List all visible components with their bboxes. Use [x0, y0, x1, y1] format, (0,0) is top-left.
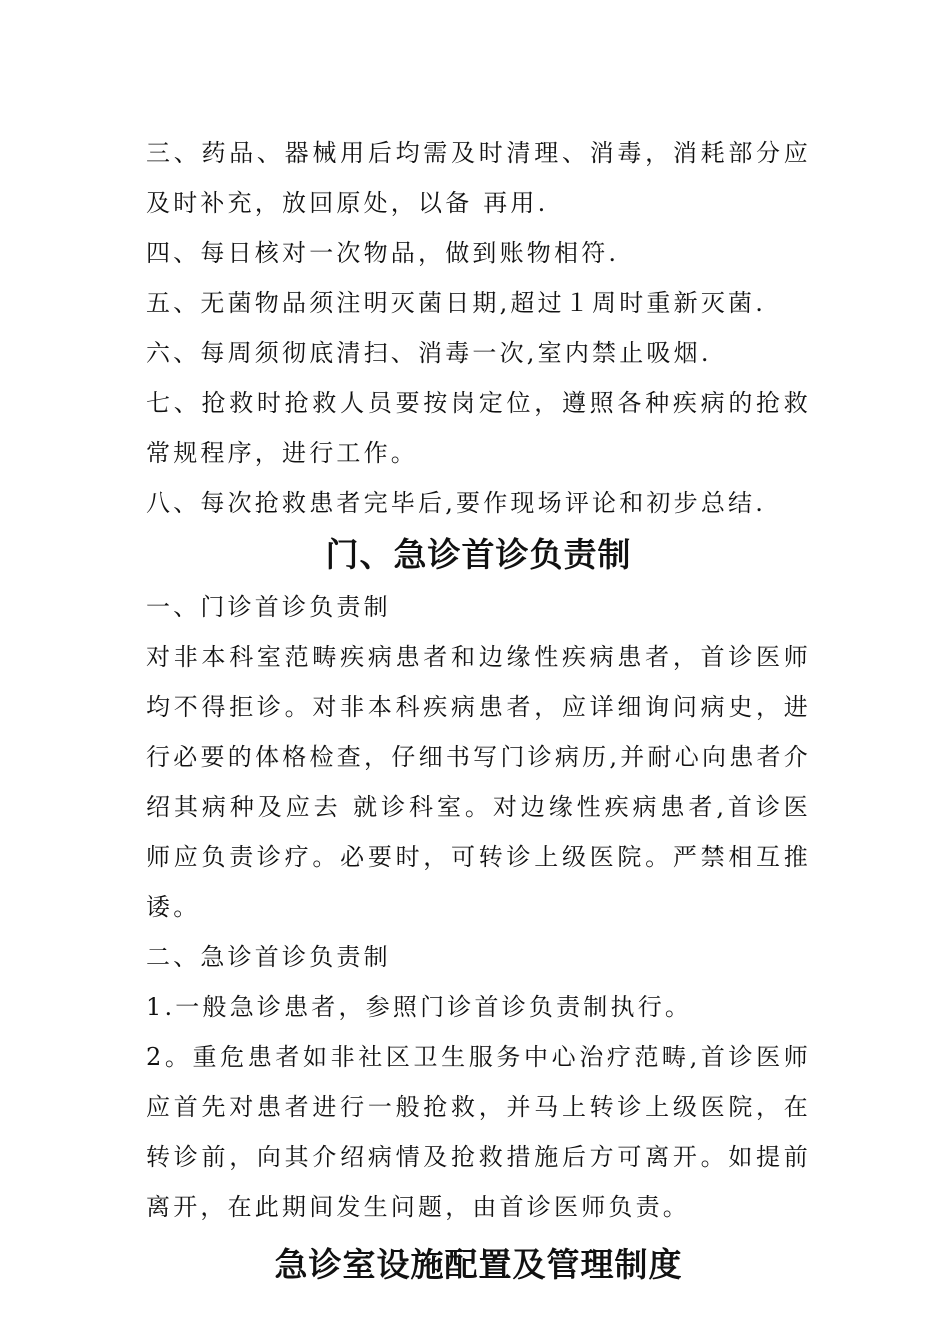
emergency-item-2: 2。重危患者如非社区卫生服务中心治疗范畴,首诊医师应首先对患者进行一般抢救，并马上转诊上级医院，在转诊前，向其介绍病情及抢救措施后方可离开。如提前离开，在此期间发生问题，由首诊医师负责。 — [146, 1043, 811, 1221]
facilities-title: 急诊室设施配置及管理制度 — [274, 1245, 683, 1284]
rule-item-8: 八、每次抢救患者完毕后,要作现场评论和初步总结. — [146, 489, 767, 517]
outpatient-body: 对非本科室范畴疾病患者和边缘性疾病患者，首诊医师均不得拒诊。对非本科疾病患者，应详细询问病史，进行必要的体格检查，仔细书写门诊病历,并耐心向患者介绍其病种及应去 就诊科室。对边缘性疾病患者,首诊医师应负责诊疗。必要时，可转诊上级医院。严禁相互推诿。 — [146, 643, 811, 921]
emergency-heading: 二、急诊首诊负责制 — [146, 943, 391, 971]
rule-item-5: 五、无菌物品须注明灭菌日期,超过１周时重新灭菌. — [146, 289, 767, 317]
rule-item-6: 六、每周须彻底清扫、消毒一次,室内禁止吸烟. — [146, 339, 712, 367]
document-page — [146, 128, 811, 1290]
outpatient-heading: 一、门诊首诊负责制 — [146, 593, 391, 621]
emergency-item-1: 1.一般急诊患者，参照门诊首诊负责制执行。 — [146, 993, 693, 1021]
rule-item-4: 四、每日核对一次物品，做到账物相符. — [146, 239, 620, 267]
rule-item-7: 七、抢救时抢救人员要按岗定位，遵照各种疾病的抢救常规程序，进行工作。 — [146, 389, 811, 467]
first-visit-title: 门、急诊首诊负责制 — [325, 535, 632, 574]
rule-item-3: 三、药品、器械用后均需及时清理、消毒，消耗部分应及时补充，放回原处，以备 再用. — [146, 139, 811, 217]
